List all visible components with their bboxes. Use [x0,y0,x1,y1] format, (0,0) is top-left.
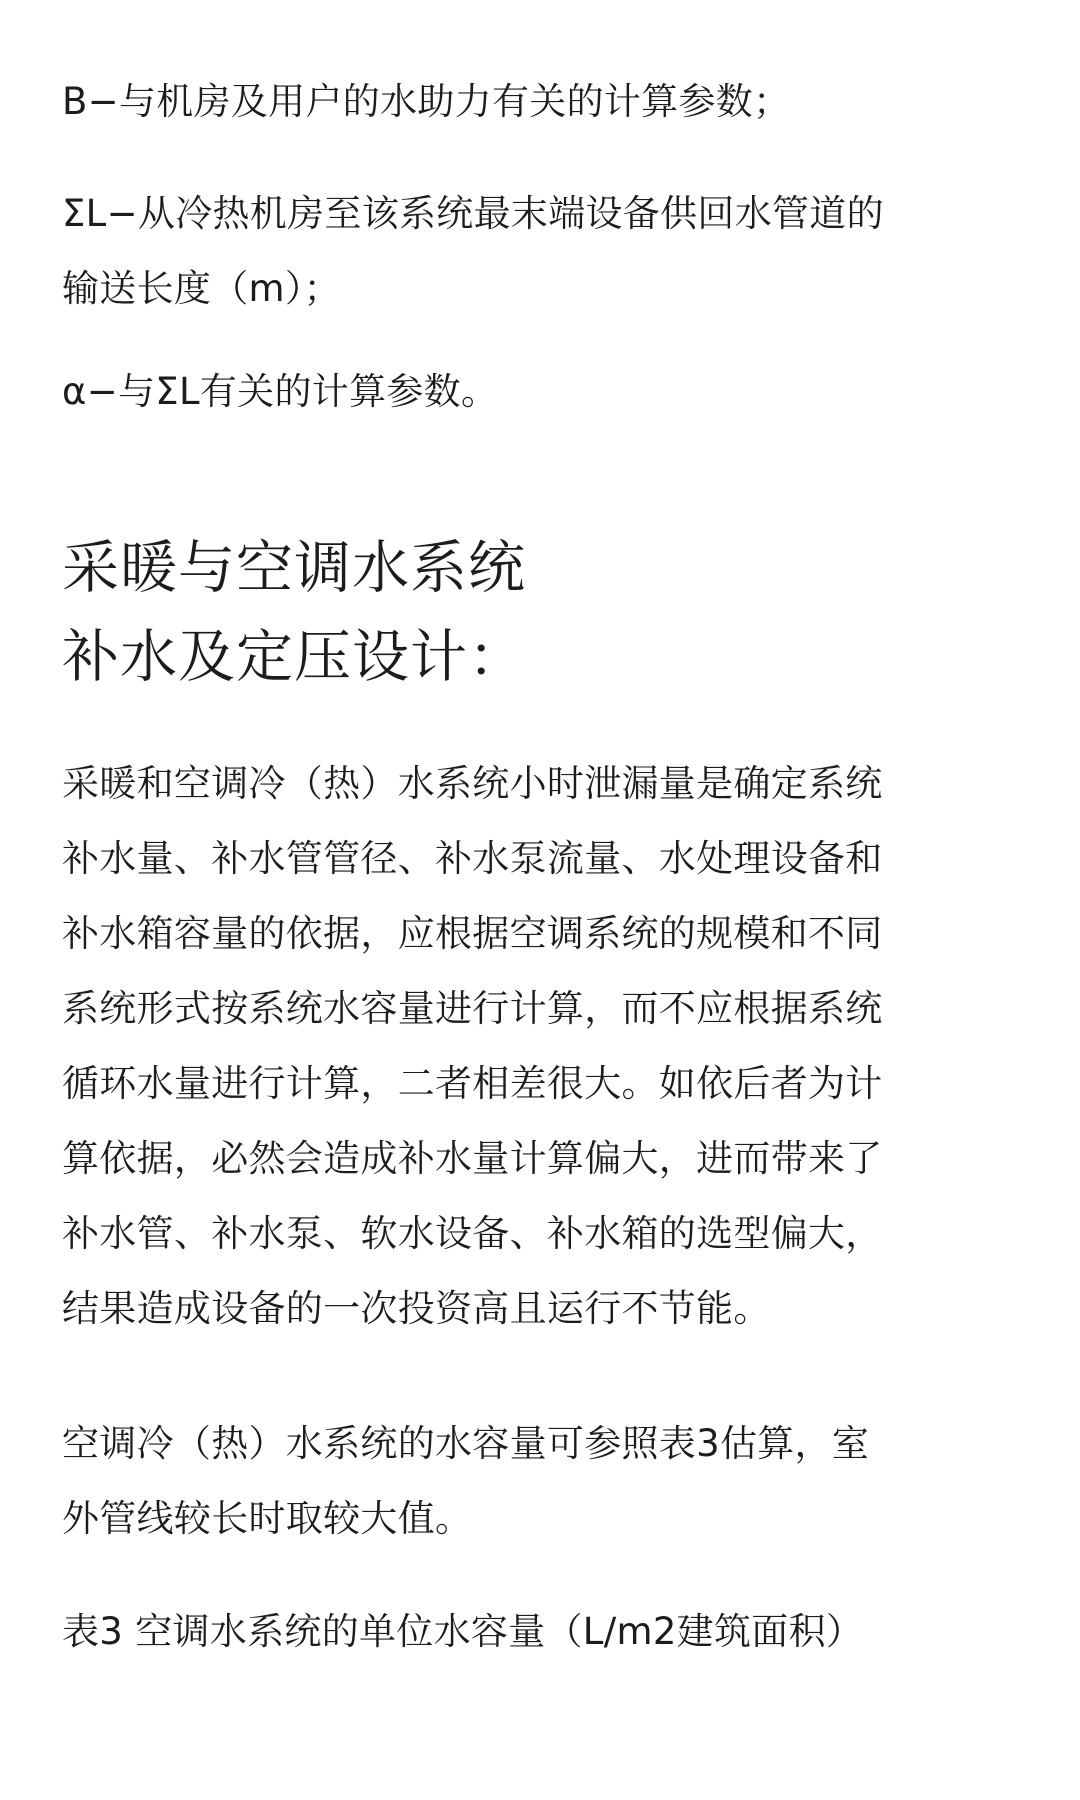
paragraph-line: 循环水量进行计算，二者相差很大。如依后者为计 [62,1062,883,1105]
section-heading-line-1: 采暖与空调水系统 [62,535,526,601]
section-heading-line-2: 补水及定压设计： [62,624,526,690]
paragraph-line: 补水量、补水管管径、补水泵流量、水处理设备和 [62,837,883,880]
paragraph-line: 系统形式按系统水容量进行计算，而不应根据系统 [62,987,883,1030]
paragraph-line: 结果造成设备的一次投资高且运行不节能。 [62,1287,771,1330]
section-heading [62,524,526,702]
paragraph-line: 补水箱容量的依据，应根据空调系统的规模和不同 [62,912,883,955]
paragraph-line: 算依据，必然会造成补水量计算偏大，进而带来了 [62,1137,883,1180]
paragraph-line: 补水管、补水泵、软水设备、补水箱的选型偏大， [62,1212,883,1255]
definition-sum-l-line-1: ΣL−从冷热机房至该系统最末端设备供回水管道的 [62,192,884,235]
paragraph-line: 空调冷（热）水系统的水容量可参照表3估算，室 [62,1422,870,1465]
table-caption-text: 表3 空调水系统的单位水容量（L/m2建筑面积） [62,1610,864,1653]
definition-sum-l [62,176,884,326]
definition-sum-l-line-2: 输送长度（m）； [62,267,341,310]
definition-b-text: B−与机房及用户的水助力有关的计算参数； [62,80,791,123]
definition-b [62,64,790,139]
paragraph-water-volume [62,1406,869,1556]
paragraph-line: 采暖和空调冷（热）水系统小时泄漏量是确定系统 [62,762,883,805]
paragraph-line: 外管线较长时取较大值。 [62,1497,473,1540]
paragraph-leakage [62,746,883,1346]
definition-alpha-text: α−与ΣL有关的计算参数。 [62,370,499,413]
table-caption [62,1594,863,1669]
definition-alpha [62,354,498,429]
